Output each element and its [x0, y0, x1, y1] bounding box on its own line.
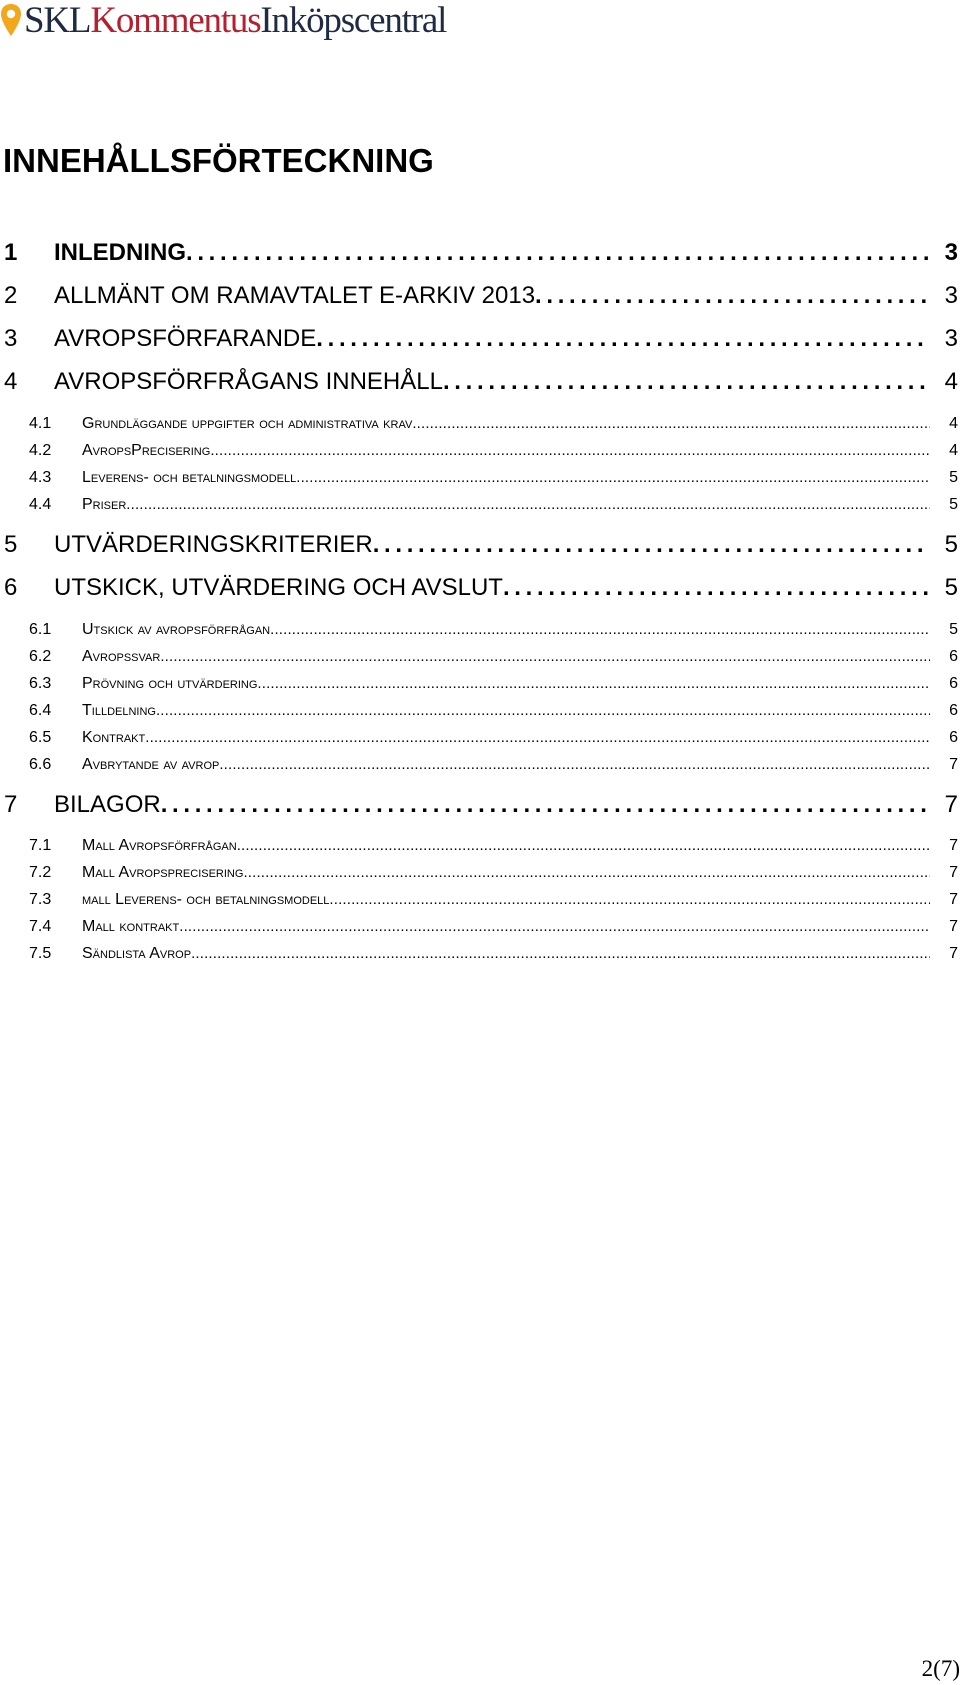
toc-entry-page: 3 — [944, 325, 958, 352]
toc-entry-page: 7 — [949, 864, 958, 881]
toc-entry-label: Avbrytande av avrop — [82, 756, 220, 773]
toc-leader-dots — [412, 414, 930, 434]
toc-entry-number: 6.3 — [29, 675, 52, 692]
toc-leader-dots — [210, 441, 930, 461]
toc-entry-number: 4.1 — [29, 415, 52, 432]
toc-entry-page: 7 — [949, 945, 958, 962]
toc-entry-label: AvropsPrecisering — [82, 442, 211, 459]
toc-entry-page: 3 — [944, 282, 958, 309]
toc-entry-page: 7 — [949, 891, 958, 908]
toc-entry-page: 4 — [944, 368, 958, 395]
toc-entry-6-4[interactable] — [0, 701, 960, 721]
toc-entry-label: AVROPSFÖRFARANDE — [54, 325, 317, 352]
toc-leader-dots — [296, 468, 930, 488]
toc-leader-dots — [243, 863, 930, 883]
toc-leader-dots — [126, 495, 930, 515]
toc-entry-7-2[interactable] — [0, 863, 960, 883]
toc-entry-7[interactable] — [0, 790, 960, 820]
toc-entry-number: 6.5 — [29, 729, 52, 746]
toc-entry-label: Grundläggande uppgifter och administrativa krav — [82, 415, 413, 432]
toc-entry-number: 4.4 — [29, 496, 52, 513]
toc-entry-7-3[interactable] — [0, 890, 960, 910]
toc-entry-6-2[interactable] — [0, 647, 960, 667]
toc-entry-number: 6.2 — [29, 648, 52, 665]
toc-entry-2[interactable] — [0, 281, 960, 311]
toc-entry-7-4[interactable] — [0, 917, 960, 937]
toc-entry-page: 5 — [949, 469, 958, 486]
toc-entry-page: 7 — [949, 756, 958, 773]
toc-entry-4-3[interactable] — [0, 468, 960, 488]
toc-entry-page: 6 — [949, 648, 958, 665]
toc-entry-5[interactable] — [0, 530, 960, 560]
toc-leader-dots — [329, 890, 930, 910]
toc-entry-page: 5 — [949, 621, 958, 638]
toc-entry-page: 6 — [949, 702, 958, 719]
toc-entry-7-5[interactable] — [0, 944, 960, 964]
toc-entry-4-1[interactable] — [0, 414, 960, 434]
toc-leader-dots — [443, 367, 928, 397]
toc-entry-number: 6.1 — [29, 621, 52, 638]
toc-entry-3[interactable] — [0, 324, 960, 354]
toc-entry-label: Mall Avropsprecisering — [82, 864, 244, 881]
toc-entry-label: Prövning och utvärdering — [82, 675, 258, 692]
toc-entry-label: Utskick av avropsförfrågan — [82, 621, 271, 638]
toc-entry-label: UTSKICK, UTVÄRDERING OCH AVSLUT — [54, 574, 503, 601]
toc-leader-dots — [156, 701, 930, 721]
toc-entry-number: 5 — [4, 531, 18, 558]
toc-entry-number: 7.3 — [29, 891, 52, 908]
toc-leader-dots — [219, 755, 930, 775]
toc-entry-page: 5 — [949, 496, 958, 513]
toc-entry-7-1[interactable] — [0, 836, 960, 856]
toc-entry-number: 7.2 — [29, 864, 52, 881]
toc-entry-4-2[interactable] — [0, 441, 960, 461]
toc-entry-page: 3 — [944, 239, 958, 266]
company-logo — [0, 0, 446, 42]
logo-text-inkopscentral: Inköpscentral — [260, 0, 447, 41]
toc-entry-page: 7 — [949, 918, 958, 935]
toc-entry-number: 7 — [4, 791, 18, 818]
toc-entry-number: 4 — [4, 368, 18, 395]
toc-entry-label: Sändlista Avrop — [82, 945, 192, 962]
toc-leader-dots — [237, 836, 930, 856]
toc-entry-number: 2 — [4, 282, 18, 309]
toc-leader-dots — [257, 674, 930, 694]
toc-entry-label: Avropssvar — [82, 648, 161, 665]
toc-entry-label: Leverens- och betalningsmodell — [82, 469, 297, 486]
toc-entry-label: mall Leverens- och betalningsmodell — [82, 891, 330, 908]
page-number: 2(7) — [921, 1656, 960, 1681]
toc-entry-6-6[interactable] — [0, 755, 960, 775]
toc-entry-4-4[interactable] — [0, 495, 960, 515]
toc-entry-number: 7.1 — [29, 837, 52, 854]
toc-entry-label: AVROPSFÖRFRÅGANS INNEHÅLL — [54, 368, 443, 395]
toc-leader-dots — [161, 790, 928, 820]
toc-entry-number: 7.4 — [29, 918, 52, 935]
toc-entry-number: 6.6 — [29, 756, 52, 773]
toc-entry-number: 7.5 — [29, 945, 52, 962]
toc-leader-dots — [503, 573, 928, 603]
logo-text-skl: SKL — [24, 0, 91, 41]
logo-text-kommentus: Kommentus — [90, 0, 261, 41]
toc-entry-page: 5 — [944, 574, 958, 601]
toc-entry-number: 3 — [4, 325, 18, 352]
toc-entry-label: Priser — [82, 496, 127, 513]
toc-leader-dots — [191, 944, 930, 964]
toc-entry-page: 7 — [944, 791, 958, 818]
toc-entry-label: Mall Avropsförfrågan — [82, 837, 237, 854]
toc-entry-label: Tilldelning — [82, 702, 156, 719]
toc-entry-page: 5 — [944, 531, 958, 558]
toc-leader-dots — [186, 238, 928, 268]
toc-entry-number: 6 — [4, 574, 18, 601]
toc-entry-label: UTVÄRDERINGSKRITERIER — [54, 531, 373, 558]
toc-leader-dots — [160, 647, 930, 667]
toc-entry-number: 1 — [4, 239, 18, 266]
toc-entry-number: 6.4 — [29, 702, 52, 719]
toc-leader-dots — [270, 620, 930, 640]
toc-entry-label: INLEDNING — [54, 239, 186, 266]
toc-entry-number: 4.3 — [29, 469, 52, 486]
toc-entry-label: Kontrakt — [82, 729, 146, 746]
toc-entry-6[interactable] — [0, 573, 960, 603]
toc-entry-label: BILAGOR — [54, 791, 161, 818]
toc-entry-page: 4 — [949, 415, 958, 432]
toc-entry-6-3[interactable] — [0, 674, 960, 694]
toc-entry-page: 4 — [949, 442, 958, 459]
toc-entry-page: 6 — [949, 729, 958, 746]
toc-leader-dots — [373, 530, 928, 560]
toc-leader-dots — [179, 917, 930, 937]
toc-entry-1[interactable] — [0, 238, 960, 268]
toc-leader-dots — [316, 324, 928, 354]
toc-leader-dots — [535, 281, 928, 311]
toc-entry-label: ALLMÄNT OM RAMAVTALET E-ARKIV 2013 — [54, 282, 536, 309]
toc-entry-number: 4.2 — [29, 442, 52, 459]
toc-entry-6-1[interactable] — [0, 620, 960, 640]
toc-leader-dots — [145, 728, 930, 748]
toc-entry-page: 6 — [949, 675, 958, 692]
toc-entry-label: Mall kontrakt — [82, 918, 180, 935]
toc-entry-6-5[interactable] — [0, 728, 960, 748]
map-pin-icon — [0, 2, 22, 40]
toc-entry-4[interactable] — [0, 367, 960, 397]
toc-entry-page: 7 — [949, 837, 958, 854]
toc-title: INNEHÅLLSFÖRTECKNING — [3, 142, 434, 179]
